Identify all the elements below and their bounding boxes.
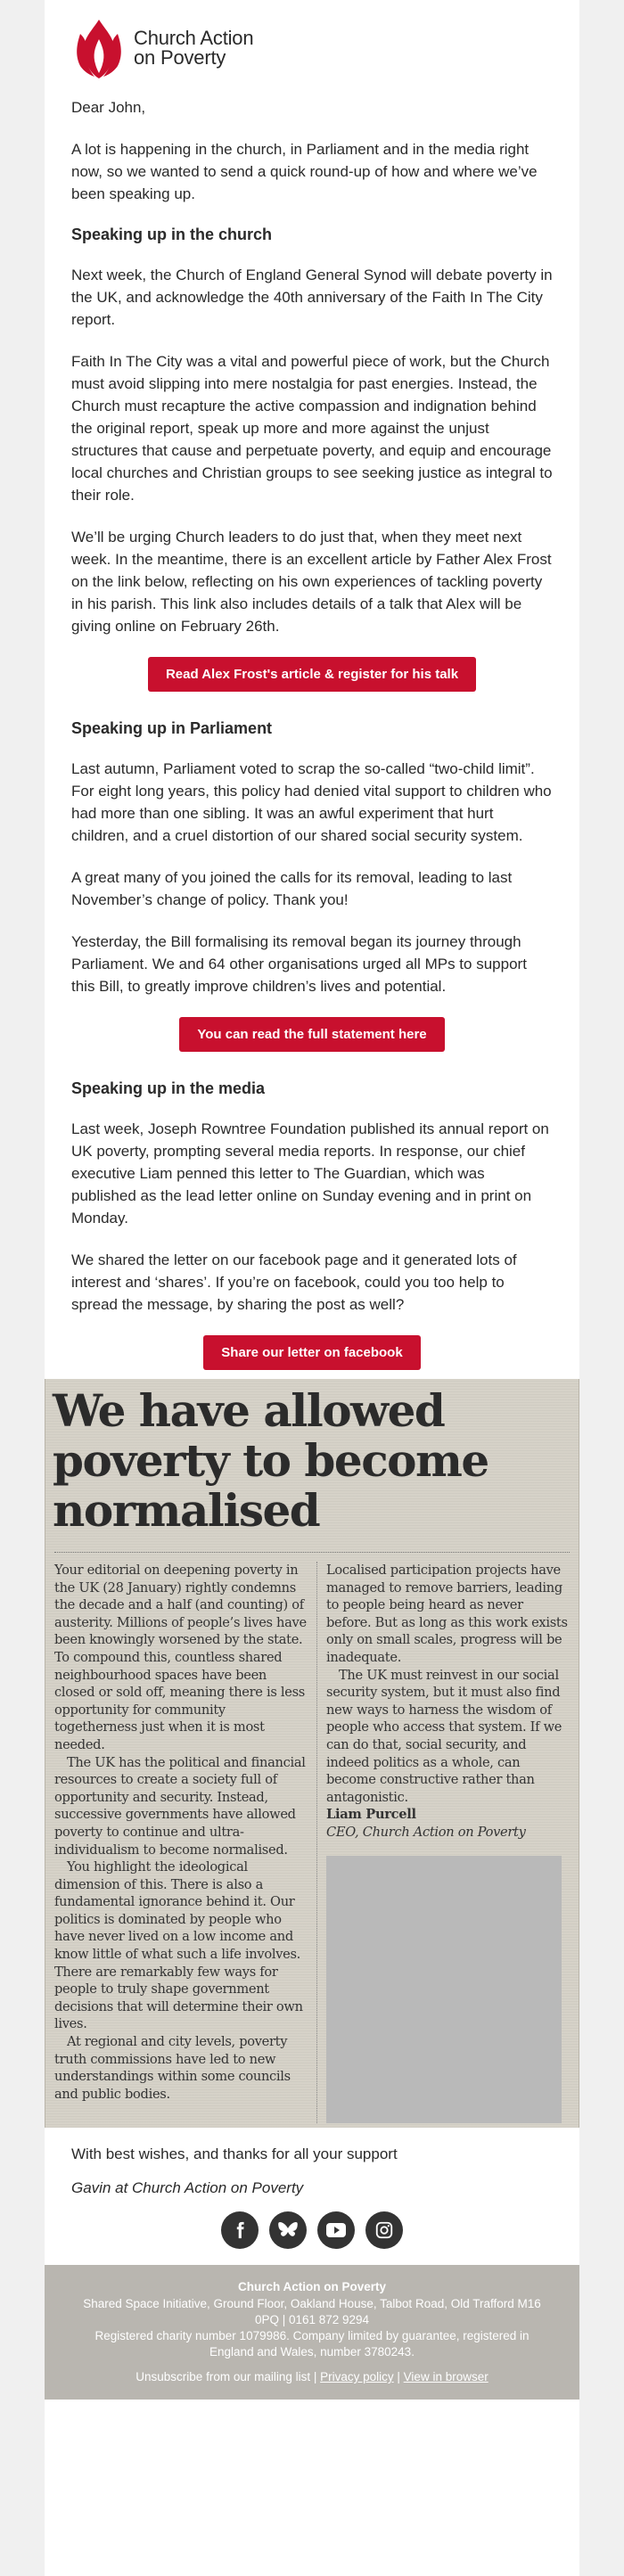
media-button-wrap xyxy=(71,1335,553,1370)
read-statement-button[interactable]: You can read the full statement here xyxy=(179,1017,444,1052)
email-page xyxy=(45,0,579,2576)
bluesky-link[interactable] xyxy=(269,2211,307,2249)
media-paragraph-1: Last week, Joseph Rowntree Foundation published its annual report on UK poverty, prompting several media reports. In response, our chief executive Liam penned this letter to The Guardian, which was published as the lead letter online on Sunday evening and in print on Monday. xyxy=(71,1120,549,1226)
church-heading: Speaking up in the church xyxy=(71,226,273,243)
parliament-paragraph-1: Last autumn, Parliament voted to scrap the so-called “two-child limit”. For eight long years, this policy had denied vital support to children who had more than one sibling. It was an awful experiment that hurt children, and a cruel distortion of our shared social security system. xyxy=(71,760,552,844)
clipping-right-column xyxy=(317,1562,569,2123)
instagram-icon xyxy=(374,2220,394,2240)
clipping-photo-placeholder xyxy=(326,1856,562,2123)
parliament-paragraph-3: Yesterday, the Bill formalising its removal began its journey through Parliament. We and 64 other organisations urged all MPs to support this Bill, to greatly improve children’s lives and potential. xyxy=(71,933,527,995)
closing-line-2: Gavin at Church Action on Poverty xyxy=(71,2179,304,2196)
footer-separator-1: | xyxy=(310,2370,321,2383)
clipping-headline: We have allowed poverty to become normalised xyxy=(53,1384,489,1537)
bluesky-icon xyxy=(277,2220,299,2240)
church-paragraph-3: We’ll be urging Church leaders to do just that, when they meet next week. In the meantime, there is an excellent article by Father Alex Frost on the link below, reflecting on his own experiences of tackling poverty in his parish. This link also includes details of a talk that Alex will be giving online on February 26th. xyxy=(71,529,552,635)
church-button-wrap xyxy=(71,657,553,692)
media-heading: Speaking up in the media xyxy=(71,1079,266,1097)
clipping-left-paragraph-3: You highlight the ideological dimension of this. There is also a fundamental ignorance behind it. Our politics is dominated by people who have never lived on a low income and know little of what such a life involves. There are remarkably few ways for people to truly shape government decisions that will determine their own lives. xyxy=(54,1859,303,2032)
view-in-browser-link[interactable]: View in browser xyxy=(403,2370,489,2383)
parliament-button-wrap xyxy=(71,1017,553,1052)
instagram-link[interactable] xyxy=(365,2211,403,2249)
closing-section xyxy=(45,2128,579,2199)
closing-line-1: With best wishes, and thanks for all your support xyxy=(71,2145,398,2162)
youtube-icon xyxy=(325,2222,347,2238)
greeting: Dear John, xyxy=(71,99,146,116)
privacy-policy-link[interactable]: Privacy policy xyxy=(320,2370,394,2383)
brand-logo[interactable] xyxy=(71,16,253,80)
clipping-left-column xyxy=(54,1562,317,2123)
intro-paragraph: A lot is happening in the church, in Parliament and in the media right now, so we wanted to send a quick round-up of how and where we’ve been speaking up. xyxy=(71,141,538,202)
facebook-link[interactable] xyxy=(221,2211,259,2249)
read-article-button[interactable]: Read Alex Frost's article & register for his talk xyxy=(148,657,476,692)
clipping-signature: Liam Purcell xyxy=(326,1807,416,1823)
share-facebook-button[interactable]: Share our letter on facebook xyxy=(203,1335,420,1370)
footer-org-name: Church Action on Poverty xyxy=(237,2280,386,2293)
brand-name-line2: on Poverty xyxy=(134,46,226,69)
footer-charity-info: Registered charity number 1079986. Company limited by guarantee, registered in England and Wales, number 3780243. xyxy=(94,2329,530,2359)
clipping-left-paragraph-4: At regional and city levels, poverty truth commissions have led to new understandings within some councils and public bodies. xyxy=(54,2034,291,2102)
church-paragraph-2: Faith In The City was a vital and powerful piece of work, but the Church must avoid slipping into mere nostalgia for past energies. Instead, the Church must recapture the active compassion and indignation behind the original report, speak up more and more against the unjust structures that cause and perpetuate poverty, and equip and encourage local churches and Christian groups to see seeking justice as integral to their role. xyxy=(71,353,553,504)
email-body xyxy=(45,96,579,1370)
clipping-signature-role: CEO, Church Action on Poverty xyxy=(326,1824,526,1840)
media-paragraph-2: We shared the letter on our facebook page and it generated lots of interest and ‘shares’. If you’re on facebook, could you too help to spread the message, by sharing the post as well? xyxy=(71,1251,517,1313)
clipping-divider xyxy=(54,1552,570,1553)
clipping-left-paragraph-1: Your editorial on deepening poverty in the UK (28 January) rightly condemns the decade and a half (and counting) of austerity. Millions of people’s lives have been knowingly worsened by the state. To compound this, countless shared neighbourhood spaces have been closed or sold off, meaning there is less opportunity for community togetherness just when it is most needed. xyxy=(54,1563,307,1752)
facebook-icon xyxy=(230,2220,250,2240)
church-paragraph-1: Next week, the Church of England General Synod will debate poverty in the UK, and acknowledge the 40th anniversary of the Faith In The City report. xyxy=(71,267,553,328)
social-links xyxy=(45,2211,579,2249)
flame-logo-icon xyxy=(71,16,127,80)
brand-name xyxy=(134,29,253,68)
clipping-left-paragraph-2: The UK has the political and financial resources to create a society full of opportunity and security. Instead, successive governments have allowed poverty to continue and ultra-individualism to become normalised. xyxy=(54,1754,306,1858)
unsubscribe-link[interactable]: Unsubscribe from our mailing list xyxy=(135,2370,311,2383)
footer-separator-2: | xyxy=(393,2370,404,2383)
email-header xyxy=(45,0,579,96)
parliament-paragraph-2: A great many of you joined the calls for its removal, leading to last November’s change of policy. Thank you! xyxy=(71,869,513,908)
email-footer xyxy=(45,2265,579,2400)
parliament-heading: Speaking up in Parliament xyxy=(71,719,273,737)
newspaper-clipping-image xyxy=(45,1379,579,2128)
youtube-link[interactable] xyxy=(317,2211,355,2249)
footer-address: Shared Space Initiative, Ground Floor, Oakland House, Talbot Road, Old Trafford M16 0PQ | 0161 872 9294 xyxy=(83,2297,541,2326)
clipping-columns xyxy=(45,1562,579,2123)
clipping-right-paragraph-1: Localised participation projects have managed to remove barriers, leading to people being heard as never before. But as long as this work exists only on small scales, progress will be inadequate. xyxy=(326,1563,568,1665)
clipping-right-paragraph-2: The UK must reinvest in our social security system, but it must also find new ways to harness the wisdom of people who access that system. If we can do that, social security, and indeed politics as a whole, can become constructive rather than antagonistic. xyxy=(326,1667,562,1805)
footer-links xyxy=(71,2369,553,2385)
brand-name-line1: Church Action xyxy=(134,27,254,49)
